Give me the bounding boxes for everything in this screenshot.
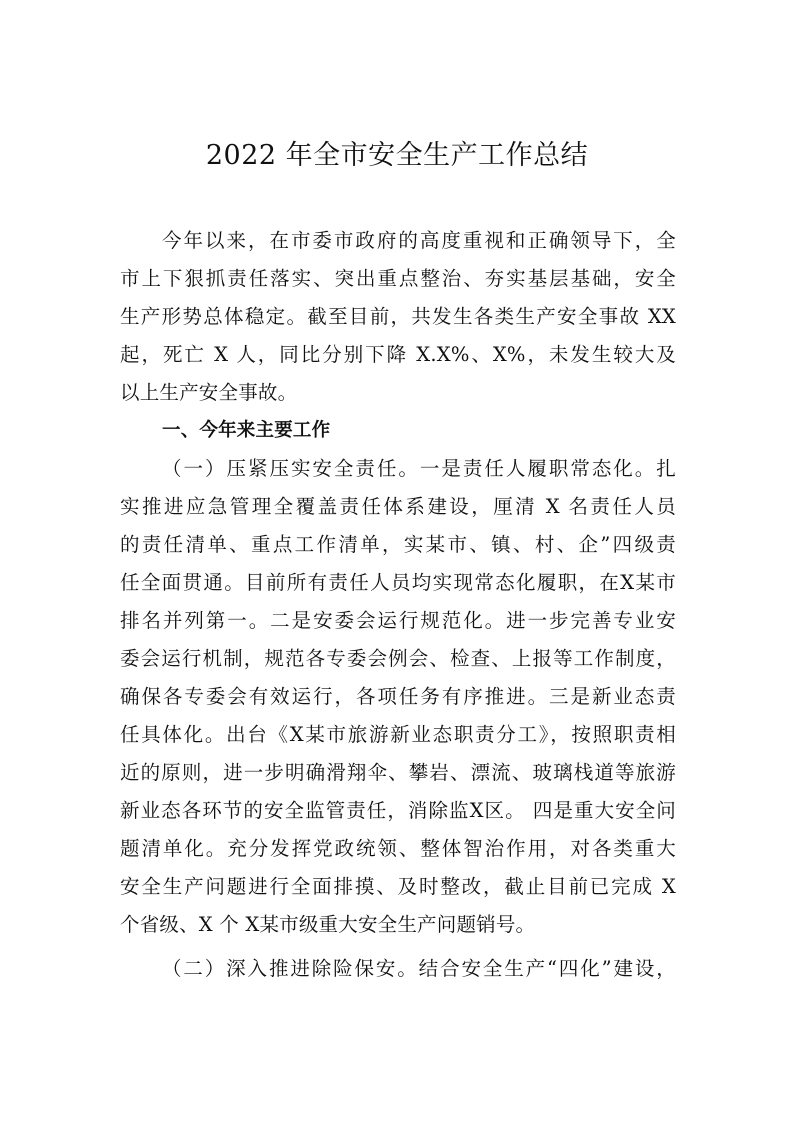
section-heading: 一、今年来主要工作: [162, 420, 331, 441]
paragraph-line: 市上下狠抓责任落实、突出重点整治、夯实基层基础，安全: [120, 267, 676, 290]
paragraph-line: （一）压紧压实安全责任。一是责任人履职常态化。扎: [162, 457, 676, 480]
paragraph-line: 确保各专委会有效运行，各项任务有序推进。三是新业态责: [120, 685, 676, 708]
document-title: 2022 年全市安全生产工作总结: [205, 140, 589, 171]
paragraph-line: 的责任清单、重点工作清单，实某市、镇、村、企”四级责: [120, 533, 676, 556]
paragraph-line: 委会运行机制，规范各专委会例会、检查、上报等工作制度，: [120, 647, 676, 670]
paragraph-line: （二）深入推进除险保安。结合安全生产“四化”建设，: [162, 957, 676, 980]
paragraph-line: 今年以来，在市委市政府的高度重视和正确领导下，全: [162, 229, 676, 252]
paragraph-line: 任具体化。出台《X某市旅游新业态职责分工》，按照职责相: [120, 723, 676, 746]
paragraph-line: 个省级、X 个 X某市级重大安全生产问题销号。: [120, 913, 536, 936]
paragraph-line: 起，死亡 X 人，同比分别下降 X.X%、X%，未发生较大及: [120, 343, 676, 366]
paragraph-line: 安全生产问题进行全面排摸、及时整改，截止目前已完成 X: [120, 875, 676, 898]
paragraph-line: 以上生产安全事故。: [120, 381, 298, 404]
paragraph-line: 近的原则，进一步明确滑翔伞、攀岩、漂流、玻璃栈道等旅游: [120, 761, 676, 784]
paragraph-line: 生产形势总体稳定。截至目前，共发生各类生产安全事故 XX: [120, 305, 676, 328]
paragraph-line: 任全面贯通。目前所有责任人员均实现常态化履职，在X某市: [120, 571, 676, 594]
paragraph-line: 排名并列第一。二是安委会运行规范化。进一步完善专业安: [120, 609, 676, 632]
paragraph-line: 实推进应急管理全覆盖责任体系建设，厘清 X 名责任人员: [120, 495, 676, 518]
paragraph-line: 新业态各环节的安全监管责任，消除监X区。 四是重大安全问: [120, 799, 676, 822]
paragraph-line: 题清单化。充分发挥党政统领、整体智治作用，对各类重大: [120, 837, 676, 860]
document-body: [120, 222, 676, 988]
